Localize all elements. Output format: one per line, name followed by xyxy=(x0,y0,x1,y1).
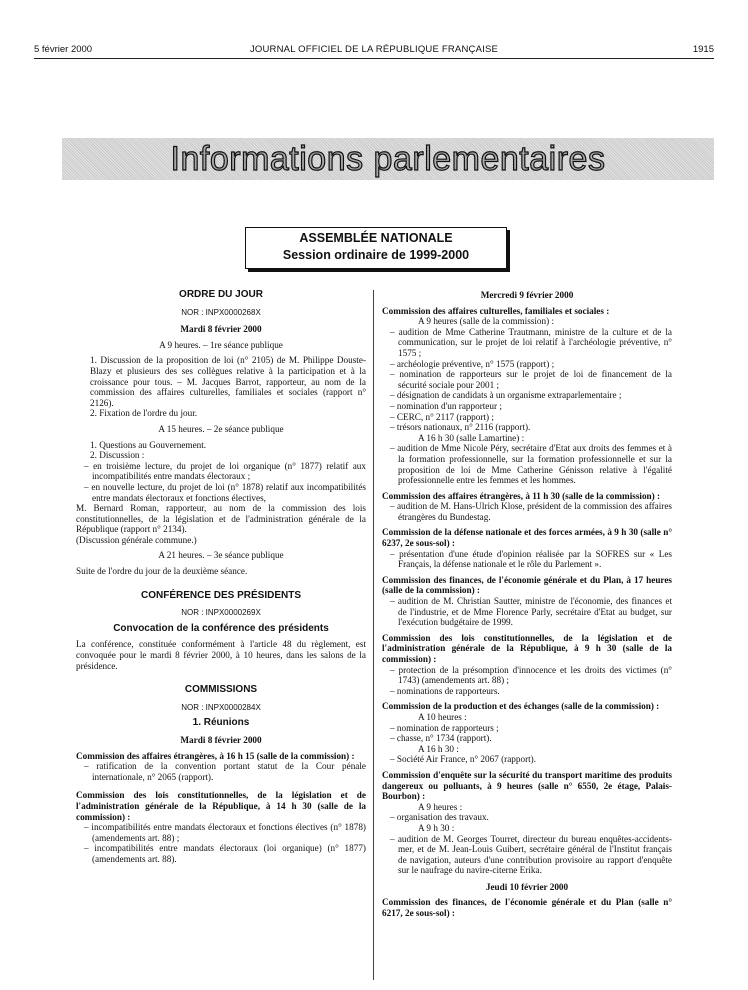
convocation-heading: Convocation de la conférence des présidents xyxy=(113,622,329,634)
commission-bullet: – organisation des travaux. xyxy=(390,812,489,823)
seance-2-bullet: – en troisième lecture, du projet de loi organique (n° 1877) relatif aux incompatibilités entre mandats électoraux ; xyxy=(84,460,366,482)
convocation-text: La conférence, constituée conformément à l'article 48 du règlement, est convoquée pour le mardi 8 février 2000, à 10 heures, dans les salons de la présidence. xyxy=(76,639,366,671)
time-slot: A 16 h 30 (salle Lamartine) : xyxy=(418,432,525,443)
seance-1-item-1: 1. Discussion de la proposition de loi (n° 2105) de M. Philippe Douste-Blazy et plusieurs des ses collègues relative à la participation et à la croissance pour tous. – M. Jacques Barrot, rapporteur, au nom de la commission des affaires culturelles, familiales et sociales (rapport n° 2126). xyxy=(90,355,366,408)
commission-bullet: – protection de la présomption d'innocence et les droits des victimes (n° 1743) (amendements art. 88) ; xyxy=(390,664,672,686)
commission-bullet: – incompatibilités entre mandats électoraux (loi organique) (n° 1877) (amendements art. 88). xyxy=(84,843,366,864)
time-slot: A 9 h 30 : xyxy=(418,822,455,833)
commission-bullet: – trésors nationaux, n° 2116 (rapport). xyxy=(390,422,531,433)
commissions-heading: COMMISSIONS xyxy=(184,684,258,696)
ordre-nor: NOR : INPX0000268X xyxy=(181,307,261,317)
commission-bullet: – audition de M. Christian Sautter, ministre de l'économie, des finances et de l'industrie, et de Mme Florence Parly, secrétaire d'Etat au budget, sur l'exécution budgétaire de 1999. xyxy=(390,596,672,628)
ordre-date: Mardi 8 février 2000 xyxy=(180,324,262,335)
commission-heading: Commission des lois constitutionnelles, de la législation et de l'administration générale de la République, à 9 h 30 (salle de la commission) : xyxy=(382,632,672,664)
seance-2-note: (Discussion générale commune.) xyxy=(76,534,197,545)
assembly-box xyxy=(245,227,507,269)
commission-bullet: – présentation d'une étude d'opinion réalisée par la SOFRES sur « Les Français, la défense nationale et le rôle du Parlement ». xyxy=(390,548,672,570)
left-column xyxy=(76,290,366,865)
commission-heading: Commission de la défense nationale et des forces armées, à 9 h 30 (salle n° 6237, 2e sous-sol) : xyxy=(382,527,672,549)
section-banner xyxy=(62,138,714,180)
commission-heading: Commission d'enquête sur la sécurité du transport maritime des produits dangereux ou polluants, à 9 heures (salle n° 6550, 2e étage, Palais-Bourbon) : xyxy=(382,769,672,802)
commission-bullet: – incompatibilités entre mandats électoraux et fonctions électives (n° 1878) (amendements art. 88) ; xyxy=(84,822,366,843)
header-rule xyxy=(34,58,714,59)
right-column xyxy=(382,290,672,919)
time-slot: A 9 heures : xyxy=(418,801,463,812)
commission-heading: Commission des finances, de l'économie générale et du Plan, à 17 heures (salle de la commission) : xyxy=(382,574,672,596)
time-slot: A 10 heures : xyxy=(418,711,467,722)
commission-bullet: – chasse, n° 1734 (rapport). xyxy=(390,733,492,744)
conference-nor: NOR : INPX0000269X xyxy=(181,608,261,618)
reunions-heading: 1. Réunions xyxy=(192,717,250,729)
commissions-nor: NOR : INPX0000284X xyxy=(181,702,261,712)
commission-bullet: – CERC, n° 2117 (rapport) ; xyxy=(390,411,494,422)
page-header xyxy=(34,44,714,58)
seance-3-text: Suite de l'ordre du jour de la deuxième séance. xyxy=(76,566,248,577)
seance-2-item-2: 2. Discussion : xyxy=(90,450,145,461)
commission-heading: Commission des lois constitutionnelles, de la législation et de l'administration générale de la République, à 14 h 30 (salle de la commission) : xyxy=(76,790,366,822)
time-slot: A 9 heures (salle de la commission) : xyxy=(418,316,554,327)
commission-bullet: – audition de M. Hans-Ulrich Klose, président de la commission des affaires étrangères du Bundestag. xyxy=(390,501,672,522)
commission-bullet: – nomination de rapporteurs ; xyxy=(390,722,499,733)
time-slot: A 16 h 30 : xyxy=(418,743,459,754)
commission-bullet: – audition de Mme Nicole Péry, secrétaire d'Etat aux droits des femmes et à la formation professionnelle, sur la formation professionnelle et sur la proposition de loi de Mme Catherine Génisson relative à l'égalité professionnelle entre les femmes et les hommes. xyxy=(390,443,672,486)
commission-heading: Commission des finances, de l'économie générale et du Plan (salle n° 6217, 2e sous-sol) : xyxy=(382,897,672,919)
seance-2-item-1: 1. Questions au Gouvernement. xyxy=(90,439,207,450)
commission-bullet: – audition de M. Georges Tourret, directeur du bureau enquêtes-accidents-mer, et de M. Jean-Louis Guibert, secrétaire général de l'Institut français de navigation, auteurs d'une contribution provisoire au rapport d'enquête sur le naufrage du navire-citerne Erika. xyxy=(390,833,672,876)
commission-bullet: – nomination d'un rapporteur ; xyxy=(390,400,502,411)
seance-2: A 15 heures. – 2e séance publique xyxy=(158,423,284,434)
column-divider xyxy=(373,290,374,980)
seance-1: A 9 heures. – 1re séance publique xyxy=(159,339,283,350)
banner-title: Informations parlementaires xyxy=(170,140,606,178)
commission-bullet: – Société Air France, n° 2067 (rapport). xyxy=(390,754,537,765)
page-number: 1915 xyxy=(692,44,714,55)
commission-bullet: – audition de Mme Catherine Trautmann, ministre de la culture et de la communication, sur le projet de loi relatif à l'archéologie préventive, n° 1575 ; xyxy=(390,326,672,358)
commission-heading: Commission des affaires étrangères, à 11 h 30 (salle de la commission) : xyxy=(382,490,661,501)
commission-heading: Commission des affaires étrangères, à 16 h 15 (salle de la commission) : xyxy=(76,750,355,761)
journal-title: JOURNAL OFFICIEL DE LA RÉPUBLIQUE FRANÇAISE xyxy=(249,44,499,55)
commission-heading: Commission des affaires culturelles, familiales et sociales : xyxy=(382,305,610,316)
commission-heading: Commission de la production et des échanges (salle de la commission) : xyxy=(382,701,660,712)
session-title: Session ordinaire de 1999-2000 xyxy=(282,248,470,262)
seance-2-bullet: – en nouvelle lecture, du projet de loi (n° 1878) relatif aux incompatibilités entre mandats électoraux et fonctions électives, xyxy=(84,481,366,503)
seance-2-rapporteur: M. Bernard Roman, rapporteur, au nom de la commission des lois constitutionnelles, de la législation et de l'administration générale de la République (rapport n° 2134). xyxy=(76,503,366,535)
commission-bullet: – ratification de la convention portant statut de la Cour pénale internationale, n° 2065 (rapport). xyxy=(84,761,366,782)
reunions-date: Mardi 8 février 2000 xyxy=(180,735,262,745)
day-heading: Jeudi 10 février 2000 xyxy=(485,881,569,892)
seance-1-item-2: 2. Fixation de l'ordre du jour. xyxy=(90,408,198,419)
commission-bullet: – nomination de rapporteurs sur le projet de loi de financement de la sécurité sociale pour 2001 ; xyxy=(390,369,672,390)
day-heading: Mercredi 9 février 2000 xyxy=(480,290,574,300)
commission-bullet: – nominations de rapporteurs. xyxy=(390,685,500,696)
header-date: 5 février 2000 xyxy=(34,44,93,55)
commission-bullet: – archéologie préventive, n° 1575 (rapport) ; xyxy=(390,358,555,369)
seance-3: A 21 heures. – 3e séance publique xyxy=(158,550,284,561)
commission-bullet: – désignation de candidats à un organisme extraparlementaire ; xyxy=(390,390,622,401)
ordre-du-jour-heading: ORDRE DU JOUR xyxy=(179,289,263,300)
assembly-title: ASSEMBLÉE NATIONALE xyxy=(299,231,453,245)
conference-heading: CONFÉRENCE DES PRÉSIDENTS xyxy=(140,589,302,601)
